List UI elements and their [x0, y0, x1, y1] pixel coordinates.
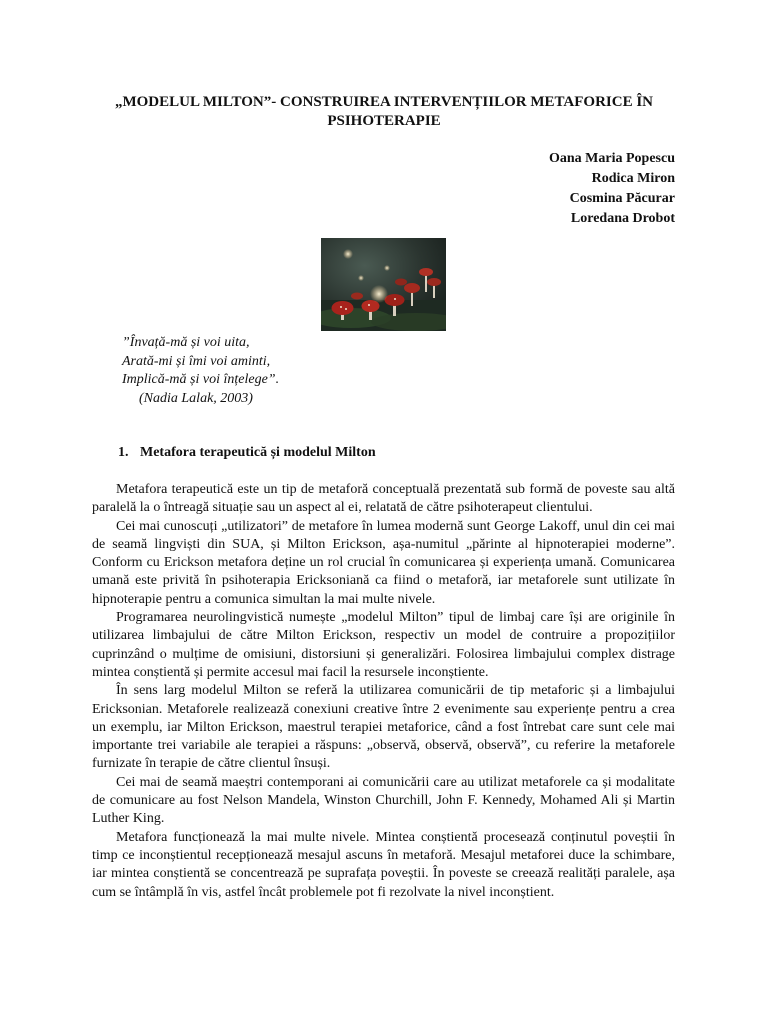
author-name: Cosmina Păcurar — [569, 191, 675, 206]
paragraph: Cei mai cunoscuți „utilizatori” de metafore în lumea modernă sunt George Lakoff, unul din cei mai de seamă lingviști din SUA, și Milton Erickson, așa-numitul „părinte al hipnoterapiei moderne”. Conform cu Erickson metafora deține un rol crucial în comunicarea și experiența umană. Comunicarea umană este privită în psihoterapia Ericksoniană ca fiind o metaforă, iar metaforele sunt utilizate în hipnoterapie pentru a comunica simultan la mai multe nivele. — [92, 518, 675, 607]
paragraph: În sens larg modelul Milton se referă la utilizarea comunicării de tip metaforic și a limbajului Ericksonian. Metaforele realizează conexiuni creative între 2 evenimente sau experiențe pentru a crea un exemplu, iar Milton Erickson, maestrul terapiei metaforice, când a fost întrebat care sunt cele mai importante trei variabile ale terapiei a răspuns: „observă, observă, observă”, cu referire la metaforele furnizate în terapie de către clientul însuși. — [92, 683, 675, 772]
body-text — [92, 481, 675, 902]
mushroom-forest-photo — [321, 238, 446, 331]
author-name: Rodica Miron — [591, 171, 675, 186]
paragraph: Metafora funcționează la mai multe nivele. Mintea conștientă procesează conținutul poveștii în timp ce inconștientul recepționează mesajul ascuns în metaforă. Mesajul metaforei duce la schimbare, iar mintea conștientă se concentrează pe suprafața poveștii. În poveste se creează realități paralele, așa cum se întâmplă în vis, astfel încât problemele pot fi rezolvate la nivel inconștient. — [92, 829, 675, 900]
document-title: „MODELUL MILTON”- CONSTRUIREA INTERVENȚIILOR METAFORICE ÎN PSIHOTERAPIE — [114, 94, 654, 129]
section-heading — [118, 444, 376, 462]
author-name: Loredana Drobot — [570, 211, 675, 226]
section-title: Metafora terapeutică și modelul Milton — [140, 445, 376, 460]
epigraph — [122, 334, 279, 408]
paragraph: Programarea neurolingvistică numește „modelul Milton” tipul de limbaj care își are originile în utilizarea limbajului de către Milton Erickson, respectiv un model de contruire a propozițiilor cuprinzând o mulțime de omisiuni, distorsiuni și generalizări. Folosirea limbajului complex distrage mintea conștientă și permite accesul mai facil la resursele inconștiente. — [92, 610, 675, 680]
section-number: 1. — [118, 445, 129, 460]
author-name: Oana Maria Popescu — [549, 151, 675, 166]
epigraph-line: ”Învață-mă și voi uita, — [122, 335, 250, 350]
paragraph: Metafora terapeutică este un tip de metaforă conceptuală prezentată sub formă de poveste sau altă paralelă la o întreagă situație sau un aspect al ei, relatată de către psihoterapeut clientului. — [92, 482, 675, 516]
epigraph-line: Implică-mă și voi înțelege”. — [122, 372, 280, 387]
epigraph-line: Arată-mi și îmi voi aminti, — [122, 353, 271, 369]
paragraph: Cei mai de seamă maeștri contemporani ai comunicării care au utilizat metaforele ca și modalitate de comunicare au fost Nelson Mandela, Winston Churchill, John F. Kennedy, Mohamed Ali și Martin Luther King. — [92, 774, 675, 827]
epigraph-attribution: (Nadia Lalak, 2003) — [139, 390, 253, 406]
author-list — [549, 149, 675, 229]
